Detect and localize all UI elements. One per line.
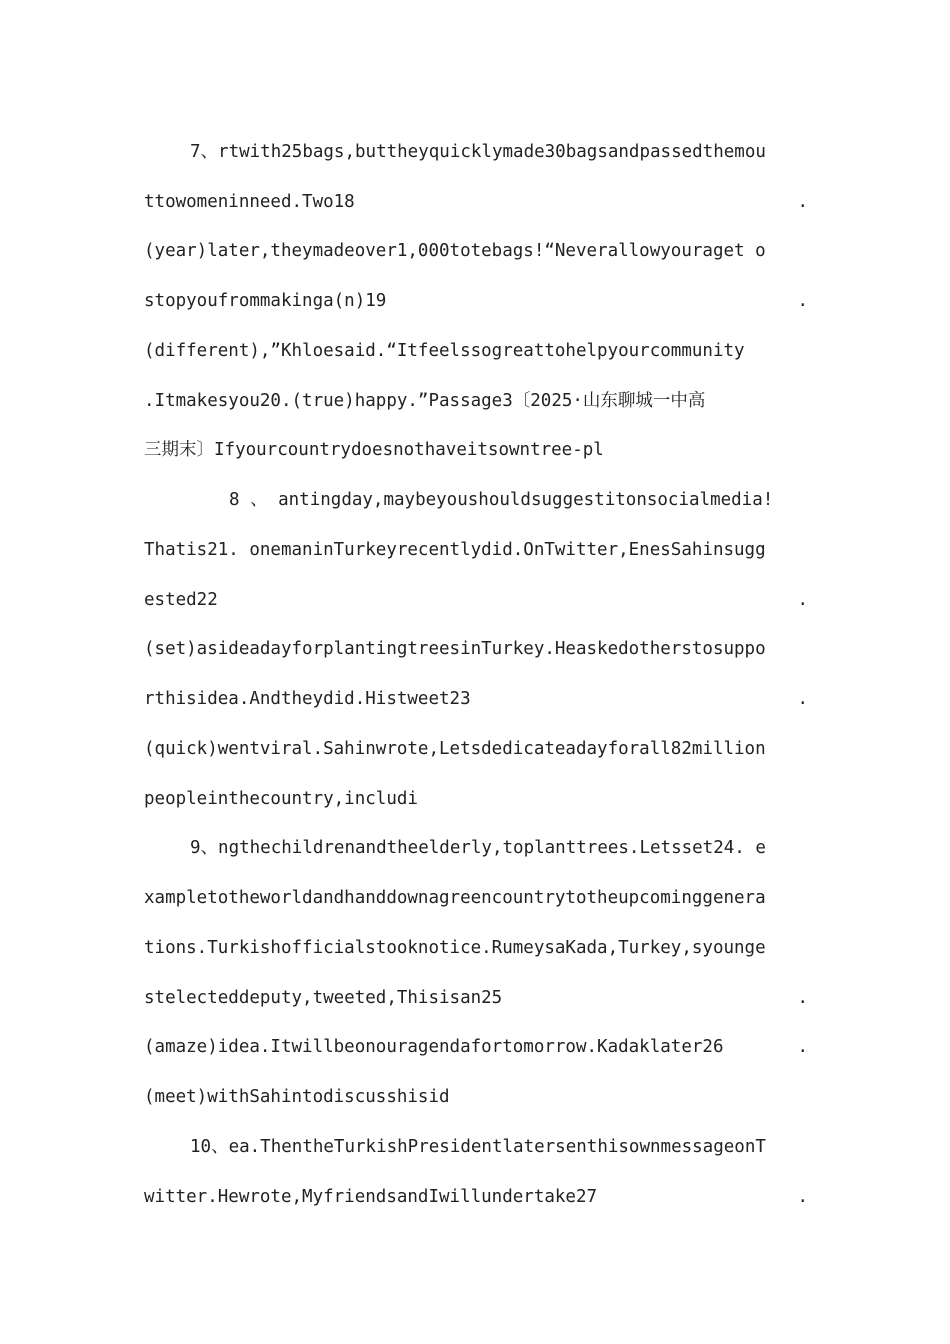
text-line: (different),”Khloesaid.“Itfeelssogreattohelpyourcommunity xyxy=(144,341,745,361)
text-line xyxy=(144,983,808,1013)
text-line: .Itmakesyou20.(true)happy.”Passage3〔2025·山东聊城一中高 xyxy=(144,391,706,411)
text-line: (set)asideadayforplantingtreesinTurkey.Heaskedotherstosuppo xyxy=(144,639,766,659)
text-line xyxy=(144,187,808,217)
text-line: peopleinthecountry,includi xyxy=(144,789,418,809)
blank-marker: . xyxy=(797,689,808,709)
blank-marker: . xyxy=(797,988,808,1008)
blank-marker: . xyxy=(797,291,808,311)
text-line: tions.Turkishofficialstooknotice.RumeysaKada,Turkey,syounge xyxy=(144,938,766,958)
text-line xyxy=(144,286,808,316)
text-line-segment: witter.Hewrote,MyfriendsandIwillundertake27 xyxy=(144,1187,598,1207)
text-line xyxy=(144,684,808,714)
blank-marker: . xyxy=(797,1187,808,1207)
text-line-segment: stopyoufrommakinga(n)19 xyxy=(144,291,387,311)
text-line-segment: stelecteddeputy,tweeted,Thisisan25 xyxy=(144,988,503,1008)
text-line: 9、ngthechildrenandtheelderly,toplanttrees.Letsset24. e xyxy=(190,838,766,858)
text-line xyxy=(144,1182,808,1212)
text-line-segment: rthisidea.Andtheydid.Histweet23 xyxy=(144,689,471,709)
text-line: 7、rtwith25bags,buttheyquicklymade30bagsandpassedthemou xyxy=(190,142,766,162)
text-line xyxy=(144,1032,808,1062)
text-line: 8 、 antingday,maybeyoushouldsuggestitonsocialmedia! xyxy=(229,490,774,510)
blank-marker: . xyxy=(797,590,808,610)
text-line-segment: ttowomeninneed.Two18 xyxy=(144,192,355,212)
text-line: xampletotheworldandhanddownagreencountrytotheupcominggenera xyxy=(144,888,766,908)
text-line: 10、ea.ThentheTurkishPresidentlatersenthisownmessageonT xyxy=(190,1137,766,1157)
text-line: (year)later,theymadeover1,000totebags!“Neverallowyouraget o xyxy=(144,241,766,261)
text-line: 三期末〕Ifyourcountrydoesnothaveitsowntree-pl xyxy=(144,440,604,460)
text-line-segment: (amaze)idea.Itwillbeonouragendafortomorrow.Kadaklater26 xyxy=(144,1037,724,1057)
text-line: Thatis21. onemaninTurkeyrecentlydid.OnTwitter,EnesSahinsugg xyxy=(144,540,766,560)
text-line: (quick)wentviral.Sahinwrote,Letsdedicateadayforall82million xyxy=(144,739,766,759)
blank-marker: . xyxy=(797,1037,808,1057)
text-line xyxy=(144,585,808,615)
blank-marker: . xyxy=(797,192,808,212)
text-line-segment: ested22 xyxy=(144,590,218,610)
text-line: (meet)withSahintodiscusshisid xyxy=(144,1087,450,1107)
